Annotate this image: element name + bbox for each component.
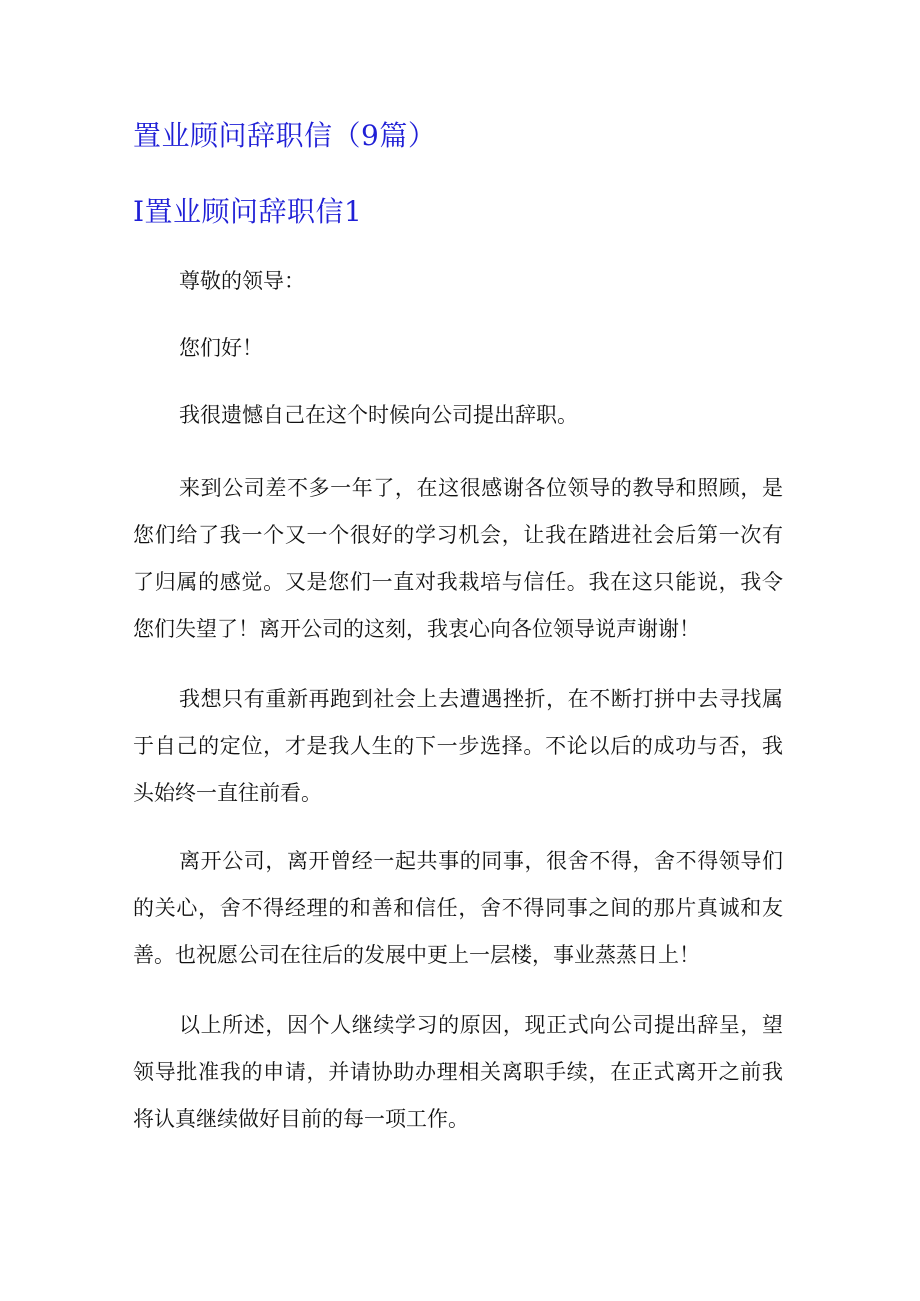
document-title: 置业顾问辞职信（9篇） [133,119,437,152]
paragraph-2: 来到公司差不多一年了，在这很感谢各位领导的教导和照顾，是您们给了我一个又一个很好的学习机会，让我在踏进社会后第一次有了归属的感觉。又是您们一直对我栽培与信任。我在这只能说，我令您们失望了！离开公司的这刻，我衷心向各位领导说声谢谢！ [133,476,783,641]
salutation: 尊敬的领导： [179,269,305,293]
paragraph-5: 以上所述，因个人继续学习的原因，现正式向公司提出辞呈，望领导批准我的申请，并请协助办理相关离职手续，在正式离开之前我将认真继续做好目前的每一项工作。 [133,1013,783,1131]
paragraph-1: 我很遗憾自己在这个时候向公司提出辞职。 [179,403,578,427]
section-heading: I置业顾问辞职信1 [133,195,363,228]
greeting: 您们好！ [179,336,263,360]
paragraph-3: 我想只有重新再跑到社会上去遭遇挫折，在不断打拼中去寻找属于自己的定位，才是我人生的下一步选择。不论以后的成功与否，我头始终一直往前看。 [133,687,783,805]
paragraph-4: 离开公司，离开曾经一起共事的同事，很舍不得，舍不得领导们的关心，舍不得经理的和善和信任，舍不得同事之间的那片真诚和友善。也祝愿公司在往后的发展中更上一层楼，事业蒸蒸日上！ [133,849,783,967]
